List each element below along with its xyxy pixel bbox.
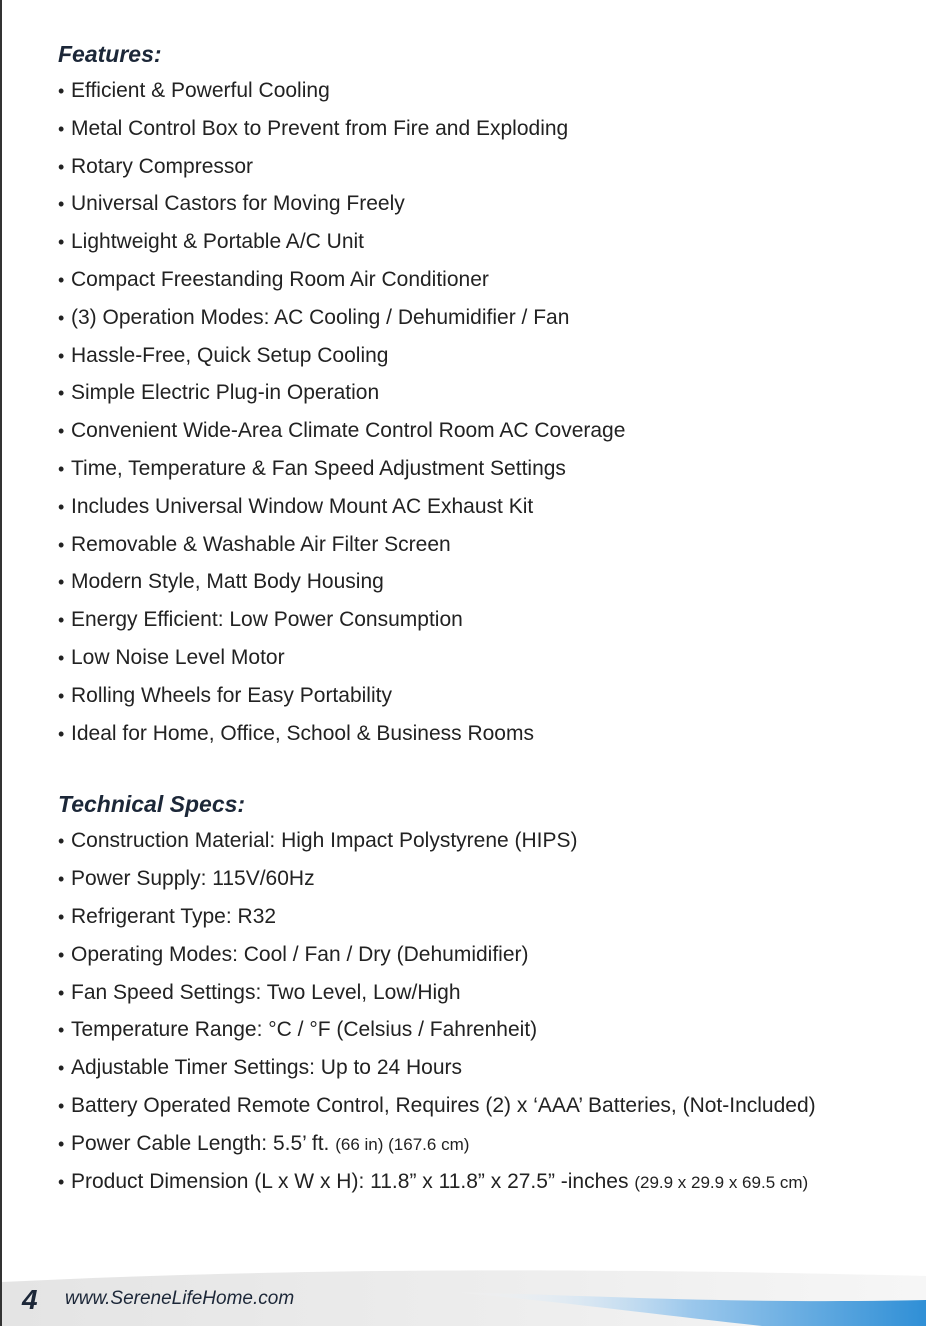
list-item-text: Efficient & Powerful Cooling — [71, 79, 330, 102]
list-item-text: Universal Castors for Moving Freely — [71, 192, 405, 216]
feature-item — [58, 488, 908, 526]
bullet-icon: • — [58, 269, 65, 290]
document-content — [58, 36, 908, 1200]
feature-item — [58, 110, 908, 148]
bullet-icon: • — [58, 906, 65, 927]
list-item-text: Operating Modes: Cool / Fan / Dry (Dehumidifier) — [71, 942, 529, 966]
feature-item — [58, 337, 908, 375]
bullet-icon: • — [58, 194, 65, 215]
feature-item — [58, 185, 908, 223]
list-item-text: Simple Electric Plug-in Operation — [71, 381, 380, 405]
features-heading: Features: — [58, 41, 162, 67]
list-item-text: Removable & Washable Air Filter Screen — [71, 532, 451, 556]
bullet-icon: • — [58, 1095, 65, 1116]
list-item-text: Power Supply: 115V/60Hz — [71, 867, 315, 891]
features-list — [58, 72, 908, 752]
spec-item — [58, 860, 908, 898]
list-item-text: Metal Control Box to Prevent from Fire and Exploding — [71, 116, 569, 140]
specs-heading: Technical Specs: — [58, 791, 246, 818]
feature-item — [58, 72, 908, 110]
bullet-icon: • — [58, 1133, 65, 1154]
list-item-text: (3) Operation Modes: AC Cooling / Dehumidifier / Fan — [71, 305, 570, 329]
spec-item — [58, 1049, 908, 1087]
bullet-icon: • — [58, 81, 65, 101]
feature-item — [58, 148, 908, 186]
bullet-icon: • — [58, 1058, 65, 1079]
list-item-text: Product Dimension (L x W x H): 11.8” x 11.8” x 27.5” -inches — [71, 1169, 629, 1193]
bullet-icon: • — [58, 307, 65, 328]
feature-item — [58, 299, 908, 337]
bullet-icon: • — [58, 831, 65, 852]
spec-item — [58, 822, 908, 860]
list-item-metric: (29.9 x 29.9 x 69.5 cm) — [634, 1172, 809, 1192]
list-item-text: Rotary Compressor — [71, 154, 254, 178]
bullet-icon: • — [58, 232, 65, 253]
list-item-text: Fan Speed Settings: Two Level, Low/High — [71, 980, 461, 1004]
bullet-icon: • — [58, 383, 65, 404]
feature-item — [58, 374, 908, 412]
bullet-icon: • — [58, 1020, 65, 1041]
bullet-icon: • — [58, 458, 65, 479]
spec-item-dimension — [58, 1163, 908, 1201]
feature-item — [58, 601, 908, 639]
spec-item-power-cable — [58, 1125, 908, 1163]
list-item-text: Rolling Wheels for Easy Portability — [71, 683, 392, 707]
bullet-icon: • — [58, 685, 65, 706]
list-item-text: Hassle-Free, Quick Setup Cooling — [71, 343, 389, 367]
bullet-icon: • — [58, 610, 65, 631]
list-item-text: Compact Freestanding Room Air Conditioner — [71, 267, 489, 291]
page-number: 4 — [22, 1284, 38, 1315]
bullet-icon: • — [58, 982, 65, 1003]
feature-item — [58, 563, 908, 601]
list-item-text: Battery Operated Remote Control, Requires (2) x ‘AAA’ Batteries, (Not-Included) — [71, 1093, 816, 1117]
spec-item — [58, 1087, 908, 1125]
feature-item — [58, 715, 908, 753]
bullet-icon: • — [58, 345, 65, 366]
bullet-icon: • — [58, 421, 65, 442]
list-item-text: Modern Style, Matt Body Housing — [71, 570, 384, 594]
list-item-text: Low Noise Level Motor — [71, 645, 285, 669]
list-item-text: Temperature Range: °C / °F (Celsius / Fahrenheit) — [71, 1018, 538, 1042]
bullet-icon: • — [58, 496, 65, 517]
bullet-icon: • — [58, 1171, 65, 1192]
spec-item — [58, 1011, 908, 1049]
bullet-icon: • — [58, 723, 65, 744]
feature-item — [58, 261, 908, 299]
section-gap — [58, 752, 908, 786]
spec-item — [58, 898, 908, 936]
list-item-text: Power Cable Length: 5.5’ ft. — [71, 1131, 330, 1155]
bullet-icon: • — [58, 572, 65, 593]
bullet-icon: • — [58, 647, 65, 668]
feature-item — [58, 677, 908, 715]
list-item-text: Refrigerant Type: R32 — [71, 904, 277, 928]
website-url: www.SereneLifeHome.com — [65, 1288, 295, 1309]
page-footer — [2, 1268, 926, 1326]
bullet-icon: • — [58, 944, 65, 965]
list-item-text: Construction Material: High Impact Polystyrene (HIPS) — [71, 829, 578, 853]
specs-list — [58, 822, 908, 1200]
feature-item — [58, 450, 908, 488]
bullet-icon: • — [58, 118, 65, 139]
list-item-metric: (66 in) (167.6 cm) — [335, 1134, 470, 1154]
list-item-text: Convenient Wide-Area Climate Control Room AC Coverage — [71, 419, 626, 443]
feature-item — [58, 526, 908, 564]
list-item-text: Adjustable Timer Settings: Up to 24 Hours — [71, 1056, 463, 1080]
feature-item — [58, 639, 908, 677]
list-item-text: Lightweight & Portable A/C Unit — [71, 230, 364, 254]
feature-item — [58, 223, 908, 261]
list-item-text: Includes Universal Window Mount AC Exhaust Kit — [71, 494, 534, 518]
bullet-icon: • — [58, 534, 65, 555]
list-item-text: Energy Efficient: Low Power Consumption — [71, 608, 463, 632]
spec-item — [58, 936, 908, 974]
bullet-icon: • — [58, 869, 65, 890]
bullet-icon: • — [58, 156, 65, 177]
list-item-text: Time, Temperature & Fan Speed Adjustment Settings — [71, 456, 566, 480]
list-item-text: Ideal for Home, Office, School & Business Rooms — [71, 721, 534, 745]
feature-item — [58, 412, 908, 450]
spec-item — [58, 974, 908, 1012]
